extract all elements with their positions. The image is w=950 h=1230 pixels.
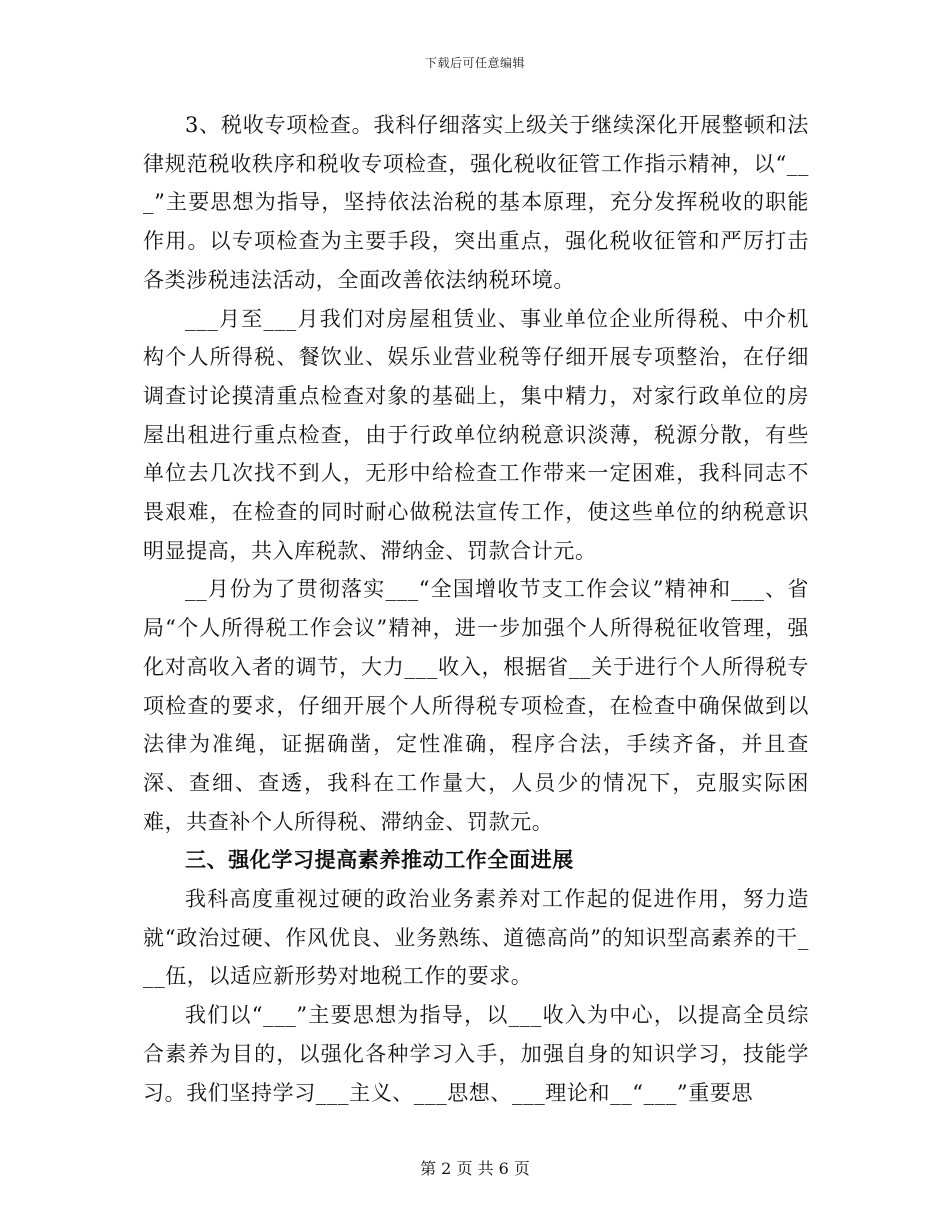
paragraph-political-quality: 我科高度重视过硬的政治业务素养对工作起的促进作用，努力造就“政治过硬、作风优良、业务熟练、道德高尚”的知识型高素养的干___伍，以适应新形势对地税工作的要求。 xyxy=(143,887,809,989)
paragraph-study-guidance: 我们以“___”主要思想为指导，以___收入为中心，以提高全员综合素养为目的，以强化各种学习入手，加强自身的知识学习，技能学习。我们坚持学习___主义、___思想、___理论和__“___”重要思 xyxy=(143,1003,809,1105)
page-number: 第 2 页 共 6 页 xyxy=(420,1159,530,1178)
document-body xyxy=(143,106,809,1112)
section-heading: 三、强化学习提高素养推动工作全面进展 xyxy=(185,847,574,873)
paragraph-income-tax-inspection: __月份为了贯彻落实___“全国增收节支工作会议”精神和___、省局“个人所得税工作会议”精神，进一步加强个人所得税征收管理，强化对高收入者的调节，大力___收入，根据省__关于进行个人所得税专项检查的要求，仔细开展个人所得税专项检查，在检查中确保做到以法律为准绳，证据确凿，定性准确，程序合法，手续齐备，并且查深、查细、查透，我科在工作量大，人员少的情况下，克服实际困难，共查补个人所得税、滞纳金、罚款元。 xyxy=(143,577,809,834)
paragraph-rental-inspection: ___月至___月我们对房屋租赁业、事业单位企业所得税、中介机构个人所得税、餐饮业、娱乐业营业税等仔细开展专项整治，在仔细调查讨论摸清重点检查对象的基础上，集中精力，对家行政单位的房屋出租进行重点检查，由于行政单位纳税意识淡薄，税源分散，有些单位去几次找不到人，无形中给检查工作带来一定困难，我科同志不畏艰难，在检查的同时耐心做税法宣传工作，使这些单位的纳税意识明显提高，共入库税款、滞纳金、罚款合计元。 xyxy=(143,306,809,563)
paragraph-tax-special-inspection: 3、税收专项检查。我科仔细落实上级关于继续深化开展整顿和法律规范税收秩序和税收专项检查，强化税收征管工作指示精神，以“___”主要思想为指导，坚持依法治税的基本原理，充分发挥税收的职能作用。以专项检查为主要手段，突出重点，强化税收征管和严厉打击各类涉税违法活动，全面改善依法纳税环境。 xyxy=(143,113,809,292)
page-header: 下载后可任意编辑 xyxy=(424,56,525,70)
